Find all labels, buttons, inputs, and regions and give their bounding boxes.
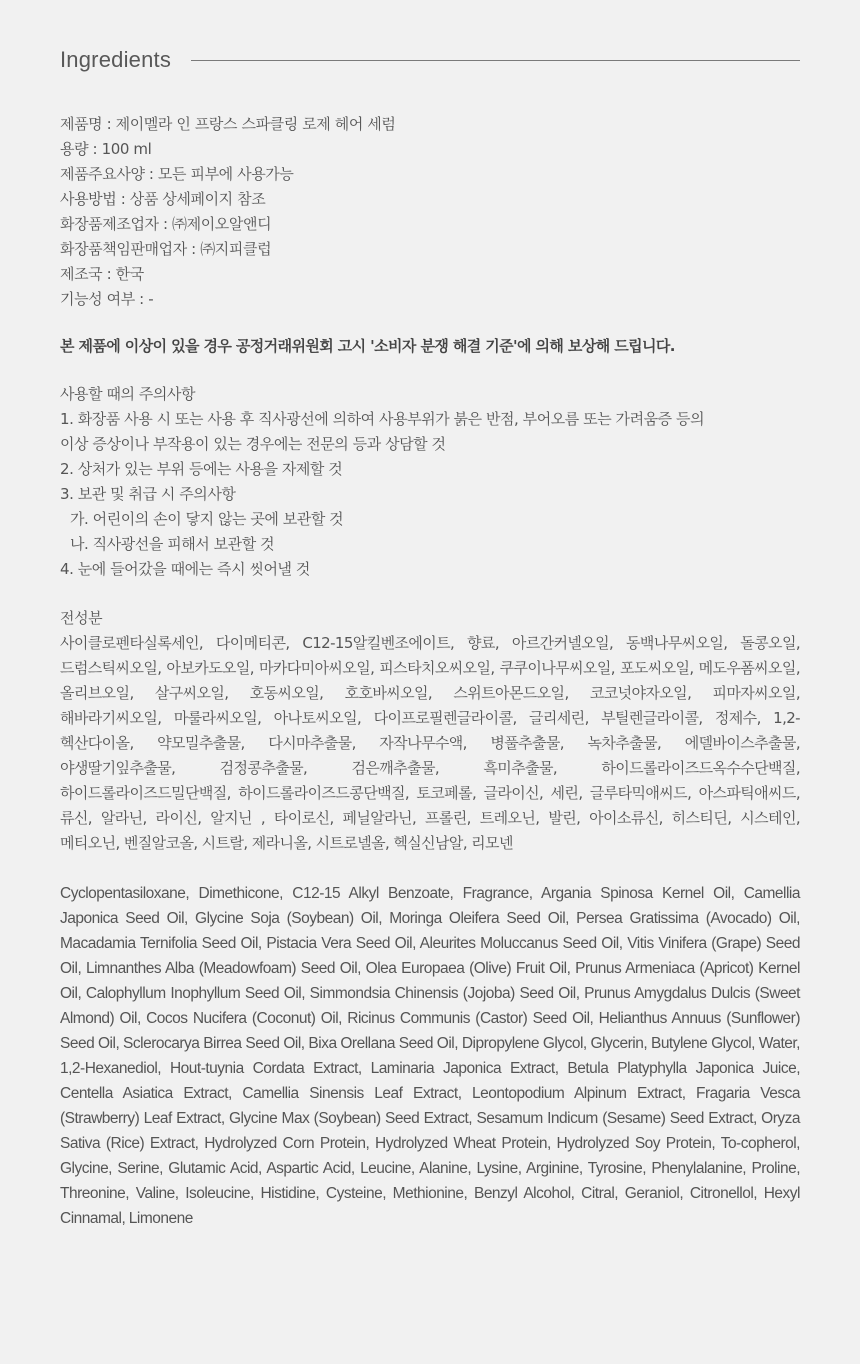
caution-line: 2. 상처가 있는 부위 등에는 사용을 자제할 것 <box>60 460 343 478</box>
spec-row-distributor: 화장품책임판매업자 : ㈜지피클럽 <box>60 240 272 258</box>
section-header <box>60 44 800 76</box>
ingredients-kr-text: 사이클로펜타실록세인, 다이메티콘, C12-15알킬벤조에이트, 향료, 아르간커넬오일, 동백나무씨오일, 돌콩오일, 드럼스틱씨오일, 아보카도오일, 마카다미아씨오일, 피스타치오씨오일, 쿠쿠이나무씨오일, 포도씨오일, 메도우폼씨오일, 올리브오일, 살구씨오일, 호동씨오일, 호호바씨오일, 스위트아몬드오일, 코코넛야자오일, 피마자씨오일, 해바라기씨오일, 마룰라씨오일, 아나토씨오일, 다이프로필렌글라이콜, 글리세린, 부틸렌글라이콜, 정제수, 1,2-헥산다이올, 약모밀추출물, 다시마추출물, 자작나무수액, 병풀추출물, 녹차추출물, 에델바이스추출물, 야생딸기잎추출물, 검정콩추출물, 검은깨추출물, 흑미추출물, 하이드롤라이즈드옥수수단백질, 하이드롤라이즈드밀단백질, 하이드롤라이즈드콩단백질, 토코페롤, 글라이신, 세린, 글루타믹애씨드, 아스파틱애씨드, 류신, 알라닌, 라이신, 알지닌 , 타이로신, 페닐알라닌, 프롤린, 트레오닌, 발린, 아이소류신, 히스티딘, 시스테인, 메티오닌, 벤질알코올, 시트랄, 제라니올, 시트로넬올, 헥실신남알, 리모넨 <box>60 634 800 852</box>
ingredients-english <box>60 881 800 1231</box>
caution-section <box>60 382 800 582</box>
caution-line: 이상 증상이나 부작용이 있는 경우에는 전문의 등과 상담할 것 <box>60 435 446 453</box>
product-spec-list <box>60 112 800 312</box>
caution-line: 4. 눈에 들어갔을 때에는 즉시 씻어낼 것 <box>60 560 310 578</box>
spec-row-product-name: 제품명 : 제이멜라 인 프랑스 스파클링 로제 헤어 세럼 <box>60 115 396 133</box>
spec-row-usage: 사용방법 : 상품 상세페이지 참조 <box>60 190 266 208</box>
spec-row-main-spec: 제품주요사양 : 모든 피부에 사용가능 <box>60 165 294 183</box>
spec-row-volume: 용량 : 100 ml <box>60 140 152 158</box>
ingredients-korean <box>60 606 800 856</box>
caution-subline: 가. 어린이의 손이 닿지 않는 곳에 보관할 것 <box>70 510 344 528</box>
spec-row-functional: 기능성 여부 : - <box>60 290 154 308</box>
compensation-notice: 본 제품에 이상이 있을 경우 공정거래위원회 고시 '소비자 분쟁 해결 기준'에 의해 보상해 드립니다. <box>60 337 675 355</box>
caution-subline: 나. 직사광선을 피해서 보관할 것 <box>70 535 275 553</box>
spec-row-manufacturer: 화장품제조업자 : ㈜제이오알앤디 <box>60 215 272 233</box>
spec-row-country: 제조국 : 한국 <box>60 265 144 283</box>
section-title: Ingredients <box>60 47 172 72</box>
ingredients-en-text: Cyclopentasiloxane, Dimethicone, C12-15 Alkyl Benzoate, Fragrance, Argania Spinosa Kernel Oil, Camellia Japonica Seed Oil, Glycine Soja (Soybean) Oil, Moringa Oleifera Seed Oil, Persea Gratissima (Avocado) Oil, Macadamia Ternifolia Seed Oil, Pistacia Vera Seed Oil, Aleurites Moluccanus Seed Oil, Vitis Vinifera (Grape) Seed Oil, Limnanthes Alba (Meadowfoam) Seed Oil, Olea Europaea (Olive) Fruit Oil, Prunus Armeniaca (Apricot) Kernel Oil, Calophyllum Inophyllum Seed Oil, Simmondsia Chinensis (Jojoba) Seed Oil, Prunus Amygdalus Dulcis (Sweet Almond) Oil, Cocos Nucifera (Coconut) Oil, Ricinus Communis (Castor) Seed Oil, Helianthus Annuus (Sunflower) Seed Oil, Sclerocarya Birrea Seed Oil, Bixa Orellana Seed Oil, Dipropylene Glycol, Glycerin, Butylene Glycol, Water, 1,2-Hexanediol, Hout-tuynia Cordata Extract, Laminaria Japonica Extract, Betula Platyphylla Japonica Juice, Centella Asiatica Extract, Camellia Sinensis Leaf Extract, Leontopodium Alpinum Extract, Fragaria Vesca (Strawberry) Leaf Extract, Glycine Max (Soybean) Seed Extract, Sesamum Indicum (Sesame) Seed Extract, Oryza Sativa (Rice) Extract, Hydrolyzed Corn Protein, Hydrolyzed Wheat Protein, Hydrolyzed Soy Protein, To-copherol, Glycine, Serine, Glutamic Acid, Aspartic Acid, Leucine, Alanine, Lysine, Arginine, Tyrosine, Phenylalanine, Proline, Threonine, Valine, Isoleucine, Histidine, Cysteine, Methionine, Benzyl Alcohol, Citral, Geraniol, Citronellol, Hexyl Cinnamal, Limonene <box>60 885 800 1227</box>
caution-line: 1. 화장품 사용 시 또는 사용 후 직사광선에 의하여 사용부위가 붉은 반점, 부어오름 또는 가려움증 등의 <box>60 410 705 428</box>
ingredients-kr-title: 전성분 <box>60 609 103 627</box>
header-divider <box>191 60 800 61</box>
caution-line: 3. 보관 및 취급 시 주의사항 <box>60 485 236 503</box>
caution-title: 사용할 때의 주의사항 <box>60 385 195 403</box>
